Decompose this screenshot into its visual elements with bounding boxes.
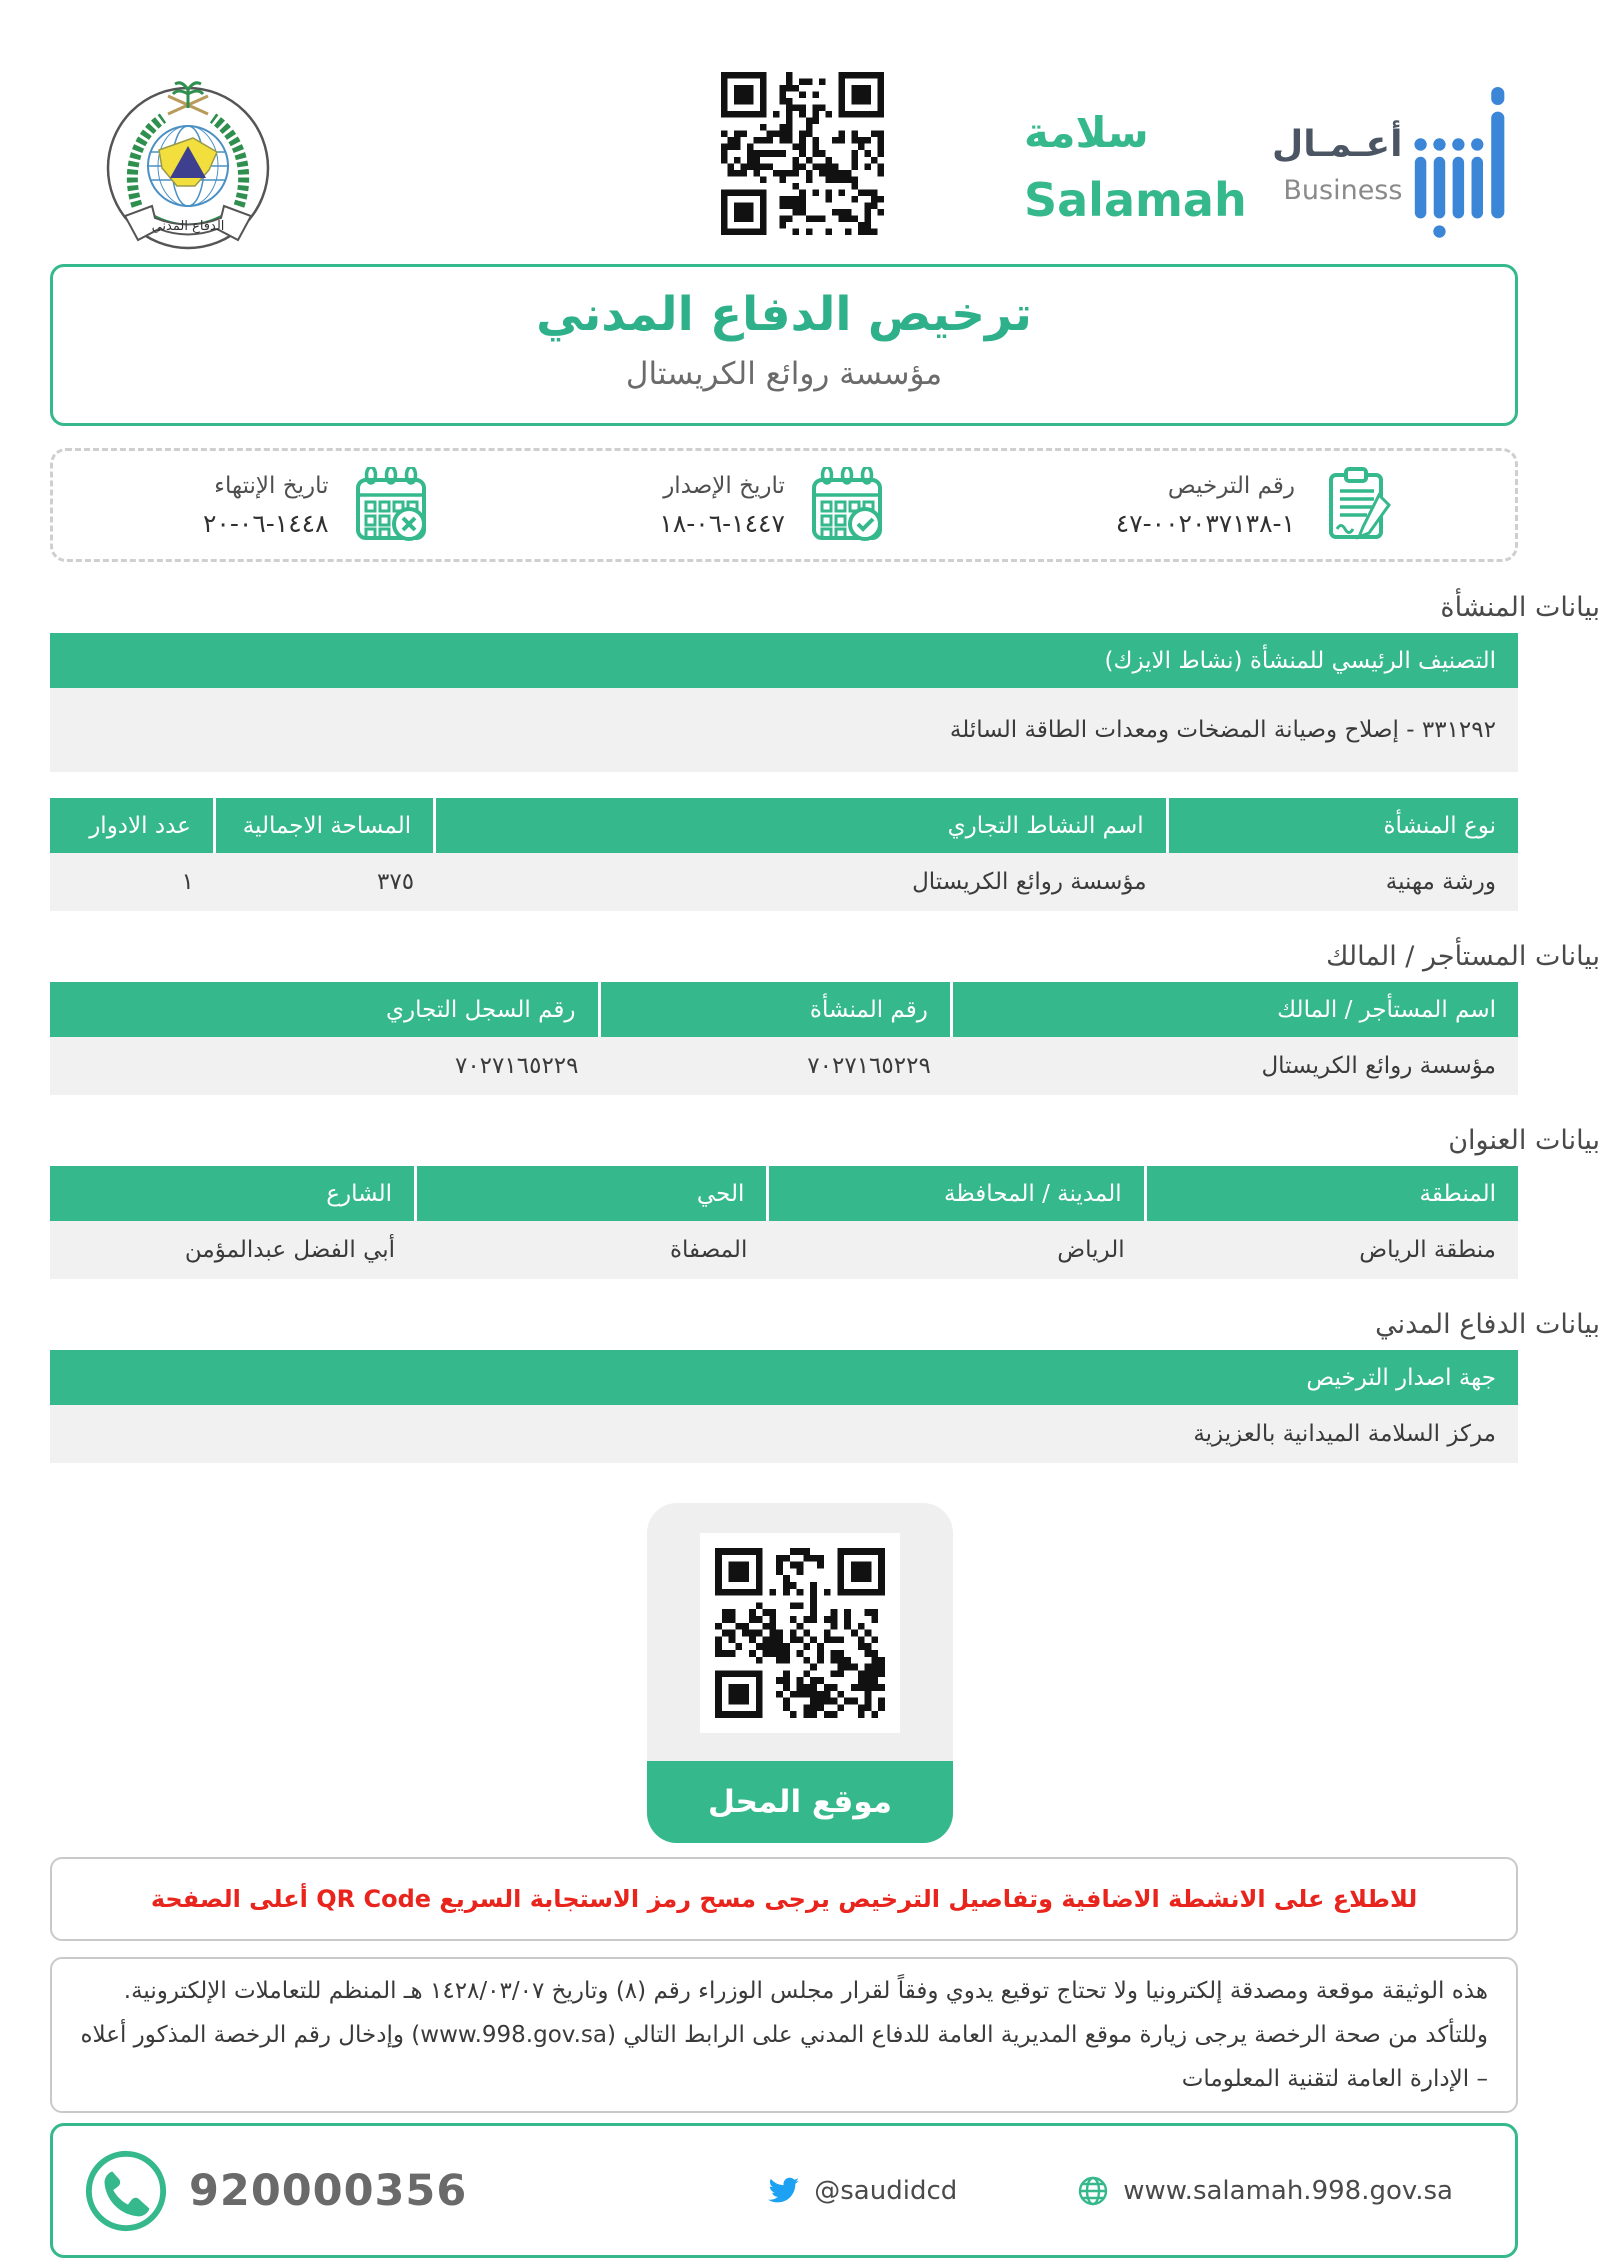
address-section-title: بيانات العنوان [1448,1125,1600,1156]
facility-table-header-row [50,798,1518,853]
expiry-date-label: تاريخ الإنتهاء [214,472,329,499]
owner-table-value-row [50,1037,1518,1095]
contact-footer [50,2123,1518,2258]
address-table-header-row [50,1166,1518,1221]
twitter-icon [768,2175,800,2207]
floors-count-value: ١ [50,853,216,911]
issue-date-item [659,467,885,543]
classification-value-row [50,688,1518,772]
commercial-register-value: ٧٠٢٧١٦٥٢٢٩ [50,1037,601,1095]
owner-section-title: بيانات المستأجر / المالك [1326,941,1600,972]
qr-scan-notice-box [50,1857,1518,1941]
salamah-logo [1024,108,1247,227]
twitter-handle: @saudidcd [814,2175,958,2206]
twitter-contact [768,2175,957,2207]
facility-number-value: ٧٠٢٧١٦٥٢٢٩ [601,1037,953,1095]
facility-table-value-row [50,853,1518,911]
street-value: أبي الفضل عبدالمؤمن [50,1221,417,1279]
legal-notice-text: هذه الوثيقة موقعة ومصدقة إلكترونيا ولا تحتاج توقيع يدوي وفقاً لقرار مجلس الوزراء رقم (٨) وتاريخ ١٤٢٨/٠٣/٠٧ هـ المنظم للتعاملات الإلكترونية. وللتأكد من صحة الرخصة يرجى زيارة موقع المديرية العامة للدفاع المدني على الرابط التالي (www.998.gov.sa) وإدخال رقم الرخصة المذكور أعلاه – الإدارة العامة لتقنية المعلومات [80,1978,1488,2093]
street-header: الشارع [50,1166,417,1221]
absher-business-english-label: Business [1283,175,1403,206]
shop-location-button: موقع المحل [647,1761,953,1843]
district-header: الحي [417,1166,769,1221]
shop-location-qr-frame [700,1533,900,1733]
classification-header-row [50,633,1518,688]
website-url: www.salamah.998.gov.sa [1123,2175,1453,2206]
expiry-date-value: ١٤٤٨-٠٦-٢٠ [203,508,329,538]
owner-table-header-row [50,982,1518,1037]
license-number-label: رقم الترخيص [1167,472,1295,499]
district-value: المصفاة [417,1221,769,1279]
document-header [0,0,1600,258]
issue-date-value: ١٤٤٧-٠٦-١٨ [659,508,785,538]
phone-contact [83,2148,467,2234]
issuing-authority-header: جهة اصدار الترخيص [50,1350,1518,1405]
establishment-name-subtitle: مؤسسة روائع الكريستال [625,356,943,392]
issue-date-label: تاريخ الإصدار [663,472,785,499]
owner-name-value: مؤسسة روائع الكريستال [953,1037,1518,1095]
total-area-header: المساحة الاجمالية [216,798,436,853]
legal-notice-box [50,1957,1518,2113]
license-info-strip [50,448,1518,562]
city-value: الرياض [769,1221,1146,1279]
total-area-value: ٣٧٥ [216,853,436,911]
issuing-authority-header-row [50,1350,1518,1405]
shop-location-qr-card [647,1503,953,1843]
trade-activity-name-value: مؤسسة روائع الكريستال [436,853,1169,911]
shop-location-qr-code [715,1548,885,1718]
classification-header-cell: التصنيف الرئيسي للمنشأة (نشاط الايزك) [50,633,1518,688]
phone-icon [83,2148,169,2234]
facility-number-header: رقم المنشأة [601,982,953,1037]
region-value: منطقة الرياض [1147,1221,1518,1279]
calendar-x-icon [353,467,429,543]
license-title: ترخيص الدفاع المدني [536,287,1032,342]
clipboard-pencil-icon [1319,467,1395,543]
license-number-value: ١-٠٠٢٠٣٧١٣٨-٤٧ [1115,508,1295,538]
qr-scan-notice-text: للاطلاع على الانشطة الاضافية وتفاصيل الترخيص يرجى مسح رمز الاستجابة السريع QR Code أعلى الصفحة [150,1885,1418,1913]
globe-icon [1077,2175,1109,2207]
civil-defense-emblem-icon [95,66,281,258]
absher-business-arabic-label: أعـمـال [1272,124,1403,165]
salamah-arabic-wordmark: سلامة [1024,108,1149,157]
civil-defense-section-title: بيانات الدفاع المدني [1375,1309,1600,1340]
license-number-item [1116,467,1395,543]
salamah-english-wordmark: Salamah [1024,173,1247,227]
website-contact [1077,2175,1453,2207]
region-header: المنطقة [1147,1166,1518,1221]
calendar-check-icon [809,467,885,543]
absher-bars-icon [1414,74,1506,256]
floors-count-header: عدد الادوار [50,798,216,853]
absher-business-logo [1272,66,1506,256]
phone-number: 920000356 [189,2165,468,2216]
owner-name-header: اسم المستأجر / المالك [953,982,1518,1037]
address-table-value-row [50,1221,1518,1279]
trade-activity-name-header: اسم النشاط التجاري [436,798,1169,853]
civil-defense-logo [95,66,281,258]
city-header: المدينة / المحافظة [769,1166,1146,1221]
facility-type-value: ورشة مهنية [1169,853,1518,911]
license-qr-code [721,72,884,235]
svg-text:الدفاع المدني: الدفاع المدني [151,219,225,234]
issuing-authority-value-row [50,1405,1518,1463]
classification-value-cell: ٣٣١٢٩٢ - إصلاح وصيانة المضخات ومعدات الطاقة السائلة [50,688,1518,772]
license-title-box [50,264,1518,426]
issuing-authority-value: مركز السلامة الميدانية بالعزيزية [50,1405,1518,1463]
expiry-date-item [203,467,429,543]
facility-section-title: بيانات المنشأة [1440,592,1600,623]
facility-type-header: نوع المنشأة [1169,798,1518,853]
commercial-register-header: رقم السجل التجاري [50,982,601,1037]
